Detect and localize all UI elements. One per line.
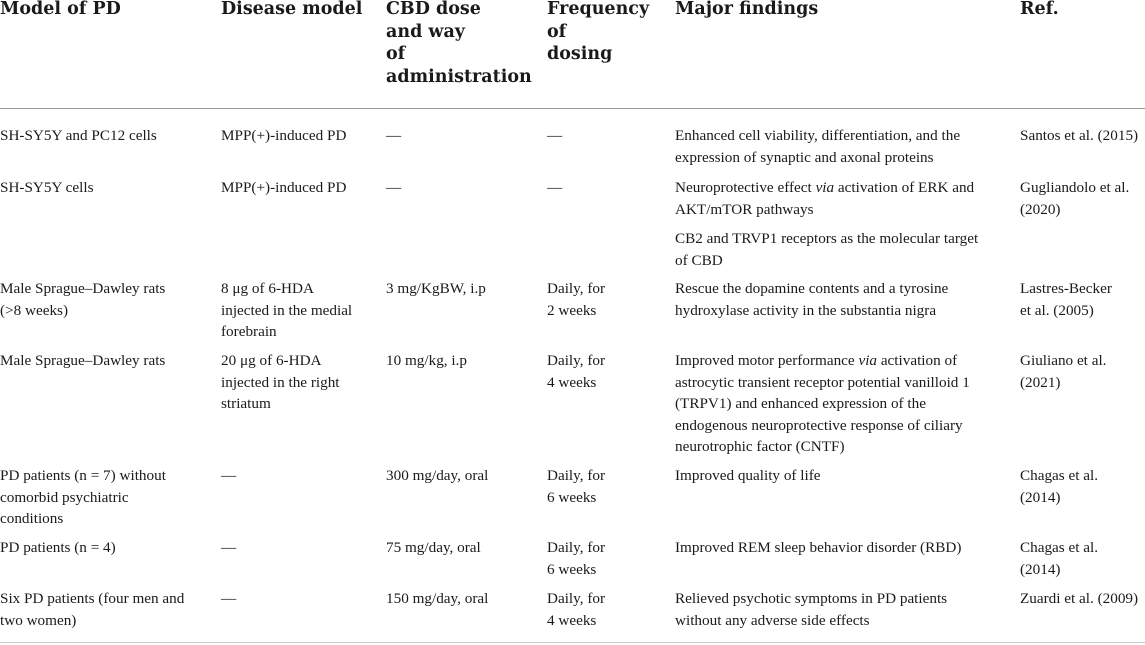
cell-ref: Lastres-Becker et al. (2005) — [1020, 280, 1112, 319]
cell-frequency: — — [547, 127, 563, 144]
cell-disease-model: 8 μg of 6-HDA injected in the medial forebrain — [221, 280, 353, 340]
cell-dose: 10 mg/kg, i.p — [386, 352, 468, 369]
cell-findings-extra: CB2 and TRVP1 receptors as the molecular target of CBD — [675, 230, 979, 269]
findings-text-pre: Neuroprotective effect — [675, 179, 816, 196]
findings-text-post: activation of ERK and AKT/mTOR pathways — [675, 179, 975, 218]
cell-model: SH-SY5Y cells — [0, 179, 94, 196]
cell-ref: Santos et al. (2015) — [1020, 127, 1139, 144]
cell-frequency: Daily, for 4 weeks — [547, 352, 606, 391]
cell-model: Male Sprague–Dawley rats — [0, 352, 166, 369]
cell-ref: Chagas et al. (2014) — [1020, 467, 1099, 506]
cell-disease-model: — — [221, 467, 237, 484]
cell-model: Male Sprague–Dawley rats (>8 weeks) — [0, 280, 166, 319]
cell-findings: Improved quality of life — [675, 467, 821, 484]
cell-findings — [675, 350, 970, 458]
cell-frequency: Daily, for 6 weeks — [547, 467, 606, 506]
table-bottom-rule — [0, 642, 1145, 643]
cell-frequency: Daily, for 2 weeks — [547, 280, 606, 319]
cell-ref: Giuliano et al. (2021) — [1020, 352, 1107, 391]
findings-text-post: activation of astrocytic transient receptor potential vanilloid 1 (TRPV1) and enhanced expression of the endogenous neuroprotective response of ciliary neurotrophic factor (CNTF) — [675, 352, 970, 455]
cell-disease-model: MPP(+)-induced PD — [221, 179, 347, 196]
cell-model: PD patients (n = 4) — [0, 539, 116, 556]
cell-disease-model: MPP(+)-induced PD — [221, 127, 347, 144]
header-cbd-dose: CBD dose and way of administration — [386, 0, 532, 87]
cell-ref: Zuardi et al. (2009) — [1020, 590, 1139, 607]
findings-text-italic: via — [858, 352, 878, 369]
cell-dose: 150 mg/day, oral — [386, 590, 489, 607]
cell-dose: 300 mg/day, oral — [386, 467, 489, 484]
cell-ref: Chagas et al. (2014) — [1020, 539, 1099, 578]
cell-frequency: Daily, for 6 weeks — [547, 539, 606, 578]
cell-model: Six PD patients (four men and two women) — [0, 590, 185, 629]
header-disease-model: Disease model — [221, 0, 363, 19]
cell-disease-model: 20 μg of 6-HDA injected in the right striatum — [221, 352, 340, 412]
findings-text-italic: via — [815, 179, 835, 196]
cell-dose: — — [386, 127, 402, 144]
cell-disease-model: — — [221, 539, 237, 556]
cell-dose: 75 mg/day, oral — [386, 539, 481, 556]
cell-findings: Improved REM sleep behavior disorder (RBD) — [675, 539, 962, 556]
header-ref: Ref. — [1020, 0, 1059, 19]
findings-text-pre: Improved motor performance — [675, 352, 859, 369]
header-model: Model of PD — [0, 0, 121, 19]
cell-dose: 3 mg/KgBW, i.p — [386, 280, 486, 297]
cell-dose: — — [386, 179, 402, 196]
table-header-row — [0, 0, 1145, 109]
cell-model: PD patients (n = 7) without comorbid psychiatric conditions — [0, 467, 166, 527]
header-frequency: Frequency of dosing — [547, 0, 650, 64]
cell-ref: Gugliandolo et al. (2020) — [1020, 179, 1130, 218]
cell-disease-model: — — [221, 590, 237, 607]
cell-findings: Enhanced cell viability, differentiation, and the expression of synaptic and axonal proteins — [675, 127, 961, 166]
cell-findings — [675, 177, 974, 220]
cell-findings: Relieved psychotic symptoms in PD patients without any adverse side effects — [675, 590, 948, 629]
cell-findings: Rescue the dopamine contents and a tyrosine hydroxylase activity in the substantia nigra — [675, 280, 949, 319]
header-major-findings: Major findings — [675, 0, 819, 19]
cell-frequency: — — [547, 179, 563, 196]
cell-model: SH-SY5Y and PC12 cells — [0, 127, 157, 144]
cell-frequency: Daily, for 4 weeks — [547, 590, 606, 629]
